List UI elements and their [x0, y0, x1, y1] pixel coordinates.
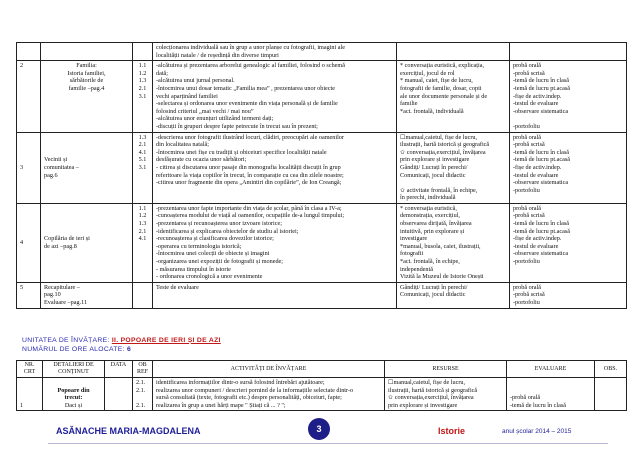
table-header	[17, 361, 627, 378]
content-cell: Popoare din trecut: Daci și	[43, 378, 105, 411]
unit-table	[16, 360, 627, 411]
ref-cell: 1.3 2.1 4.1 5.1 3.1	[133, 132, 153, 203]
evaluation-cell: probă orală -probă scrisă -temă de lucru în clasă -temă de lucru pt.acasă -fișe de activ.indep. -testul de evaluare -observare sistematica -portofoliu	[510, 132, 627, 203]
ref-cell	[133, 282, 153, 308]
subject-name: Istorie	[438, 426, 466, 436]
evaluation-cell: -probă orală -temă de lucru în clasă	[507, 378, 595, 411]
table-row	[17, 203, 627, 282]
hours-value: 6	[127, 346, 132, 353]
header-resources: RESURSE	[385, 361, 507, 378]
resources-cell: ☐manual,caietul, fișe de lucru, ilustrații, hartă istorică și geografică ✩ conversația,exercițiul, învățarea prin explorare și investigare	[385, 378, 507, 411]
activities-cell: -prezentarea unor fapte importante din viața de școlar, până în clasa a IV-a; -cunoașterea modului de viață al oamenilor, ocupațiile de-a lungul timpului; -prezentarea și recunoașterea unor izvoare istorice; -identificarea și explicarea obiectelor de studiu al istoriei; -recunoașterea și clasificarea dovezilor istorice; -operarea cu terminologia istorică; -întocmirea unei colecții de obiecte și imagini -organizarea unei expoziții de fotografii și monede; - măsurarea timpului în istorie - ordonarea cronologică a unor evenimente	[153, 203, 397, 282]
nr-cell: 3	[17, 132, 41, 203]
school-year: anul școlar 2014 – 2015	[502, 428, 572, 435]
header-evaluation: EVALUARE	[507, 361, 595, 378]
content-cell: Familia: Istoria familiei, sărbătorile de familie –pag.4	[41, 61, 133, 132]
header-ref: OB REF	[133, 361, 153, 378]
evaluation-cell: probă orală -probă scrisă -temă de lucru în clasă -temă de lucru pt.acasă -fișe de activ.indep. -testul de evaluare -observare sistematica -portofoliu	[510, 61, 627, 132]
header-content: DETALIERI DE CONȚINUT	[43, 361, 105, 378]
nr-cell: 2	[17, 61, 41, 132]
header-activities: ACTIVITĂȚI DE ÎNVĂȚARE	[153, 361, 385, 378]
activities-cell: identificarea informațiilor dintr-o sursă folosind întrebări ajutătoare; realizarea unor compuneri / descrieri pornind de la informațiile selectate dintr-o sursă consultată (texte, fotografii etc.) despre personalități, obiceiuri, fapte; realizarea în grup a unei hărți mape " Știați că ... ? ";	[153, 378, 385, 411]
activities-cell: Teste de evaluare	[153, 282, 397, 308]
ref-cell: 1.1 1.2 1.3 2.1 3.1	[133, 61, 153, 132]
resources-cell: * conversația euristică, demonstrația, exercițiul, observarea dirijată, învățarea intuitivă, prin explorare și investigare *manual, busola, caiet, ilustrații, fotografii *act. frontală, în echipe, independentă Vizită la Muzeul de Istorie Onești	[397, 203, 510, 282]
content-cell: Vecinii și comunitatea – pag.6	[41, 132, 133, 203]
activities-cell: colecționarea individuală sau în grup a unor planșe cu fotografii, imagini ale localității natale / de reședință din diverse timpuri	[153, 43, 397, 61]
activities-cell: -alcătuirea și prezentarea arborelui genealogic al familiei, folosind o schemă dată; -alcătuirea unui jurnal personal. -întocmirea unui dosar tematic „Familia mea” , prezentarea unor obiecte vechi aparținând familiei -selectarea și ordonarea unor evenimente din viața personală și de familie folosind criteriul „mai vechi / mai nou” -alcătuirea unor enunțuri utilizând termeni dați; -discuții în grupuri despre fapte petrecute în trecut sau în prezent;	[153, 61, 397, 132]
header-nr: NR. CRT	[17, 361, 43, 378]
planning-table	[16, 42, 627, 309]
evaluation-cell: probă orală -probă scrisă -temă de lucru în clasă -temă de lucru pt.acasă -fișe de activ.indep. -testul de evaluare -observare sistematica -portofoliu	[510, 203, 627, 282]
table-row	[17, 378, 627, 411]
table-row	[17, 282, 627, 308]
table-row	[17, 61, 627, 132]
nr-cell: 5	[17, 282, 41, 308]
table-row	[17, 132, 627, 203]
ref-cell: 1.1 1.2 1.3 2.1 4.1	[133, 203, 153, 282]
resources-cell: ☐manual,caietul, fișe de lucru, ilustrații, hartă istorică și geografică ✩ conversația,exercițiul, învățarea prin explorare și investigare Gândiți/ Lucrați în perechi/ Comunicați, jocul didactic ✩ activitate frontală, în echipe, în perechi, individuală	[397, 132, 510, 203]
header-obs: OBS.	[595, 361, 627, 378]
content-cell: Recapitulare – pag.10 Evaluare –pag.11	[41, 282, 133, 308]
nr-cell: 4	[17, 203, 41, 282]
hours-allocated: NUMĂRUL DE ORE ALOCATE: 6	[22, 346, 132, 353]
unit-name: II. POPOARE DE IERI ȘI DE AZI	[111, 337, 221, 344]
nr-cell: 1	[17, 378, 43, 411]
evaluation-cell: probă orală -probă scrisă -portofoliu	[510, 282, 627, 308]
unit-title: UNITATEA DE ÎNVĂȚARE: II. POPOARE DE IERI ȘI DE AZI	[22, 337, 221, 344]
obs-cell	[595, 378, 627, 411]
content-cell: Copilăria de ieri și de azi –pag.8	[41, 203, 133, 282]
date-cell	[105, 378, 133, 411]
resources-cell: Gândiți/ Lucrați în perechi/ Comunicați, jocul didactic	[397, 282, 510, 308]
resources-cell: * conversația euristică, explicația, exercițiul, jocul de rol * manual, caiet, fișe de lucru, fotografii de familie, dosar, copii ale unor documente personale și de familie *act. frontală, individuală	[397, 61, 510, 132]
header-date: DATA	[105, 361, 133, 378]
footer-divider	[48, 443, 608, 444]
page-number: 3	[308, 418, 330, 440]
author-name: ASĂNACHE MARIA-MAGDALENA	[56, 426, 201, 436]
table-row	[17, 43, 627, 61]
page-footer	[0, 416, 638, 452]
ref-cell: 2.1. 2.1. 2.1.	[133, 378, 153, 411]
activities-cell: -descrierea unor fotografii ilustrând locuri, clădiri, preocupări ale oamenilor din localitatea natală; -întocmirea unei fișe cu tradiții și obiceiuri specifice localității natale desfășurate cu ocazia unor sărbători; - citirea și discutarea unor pasaje din monografia localității discuții în grup referitoare la viața copiilor în trecut, în comparație cu cea din zilele noastre; -citirea unor fragmente din opera „Amintiri din copilărie”, de Ion Creangă;	[153, 132, 397, 203]
